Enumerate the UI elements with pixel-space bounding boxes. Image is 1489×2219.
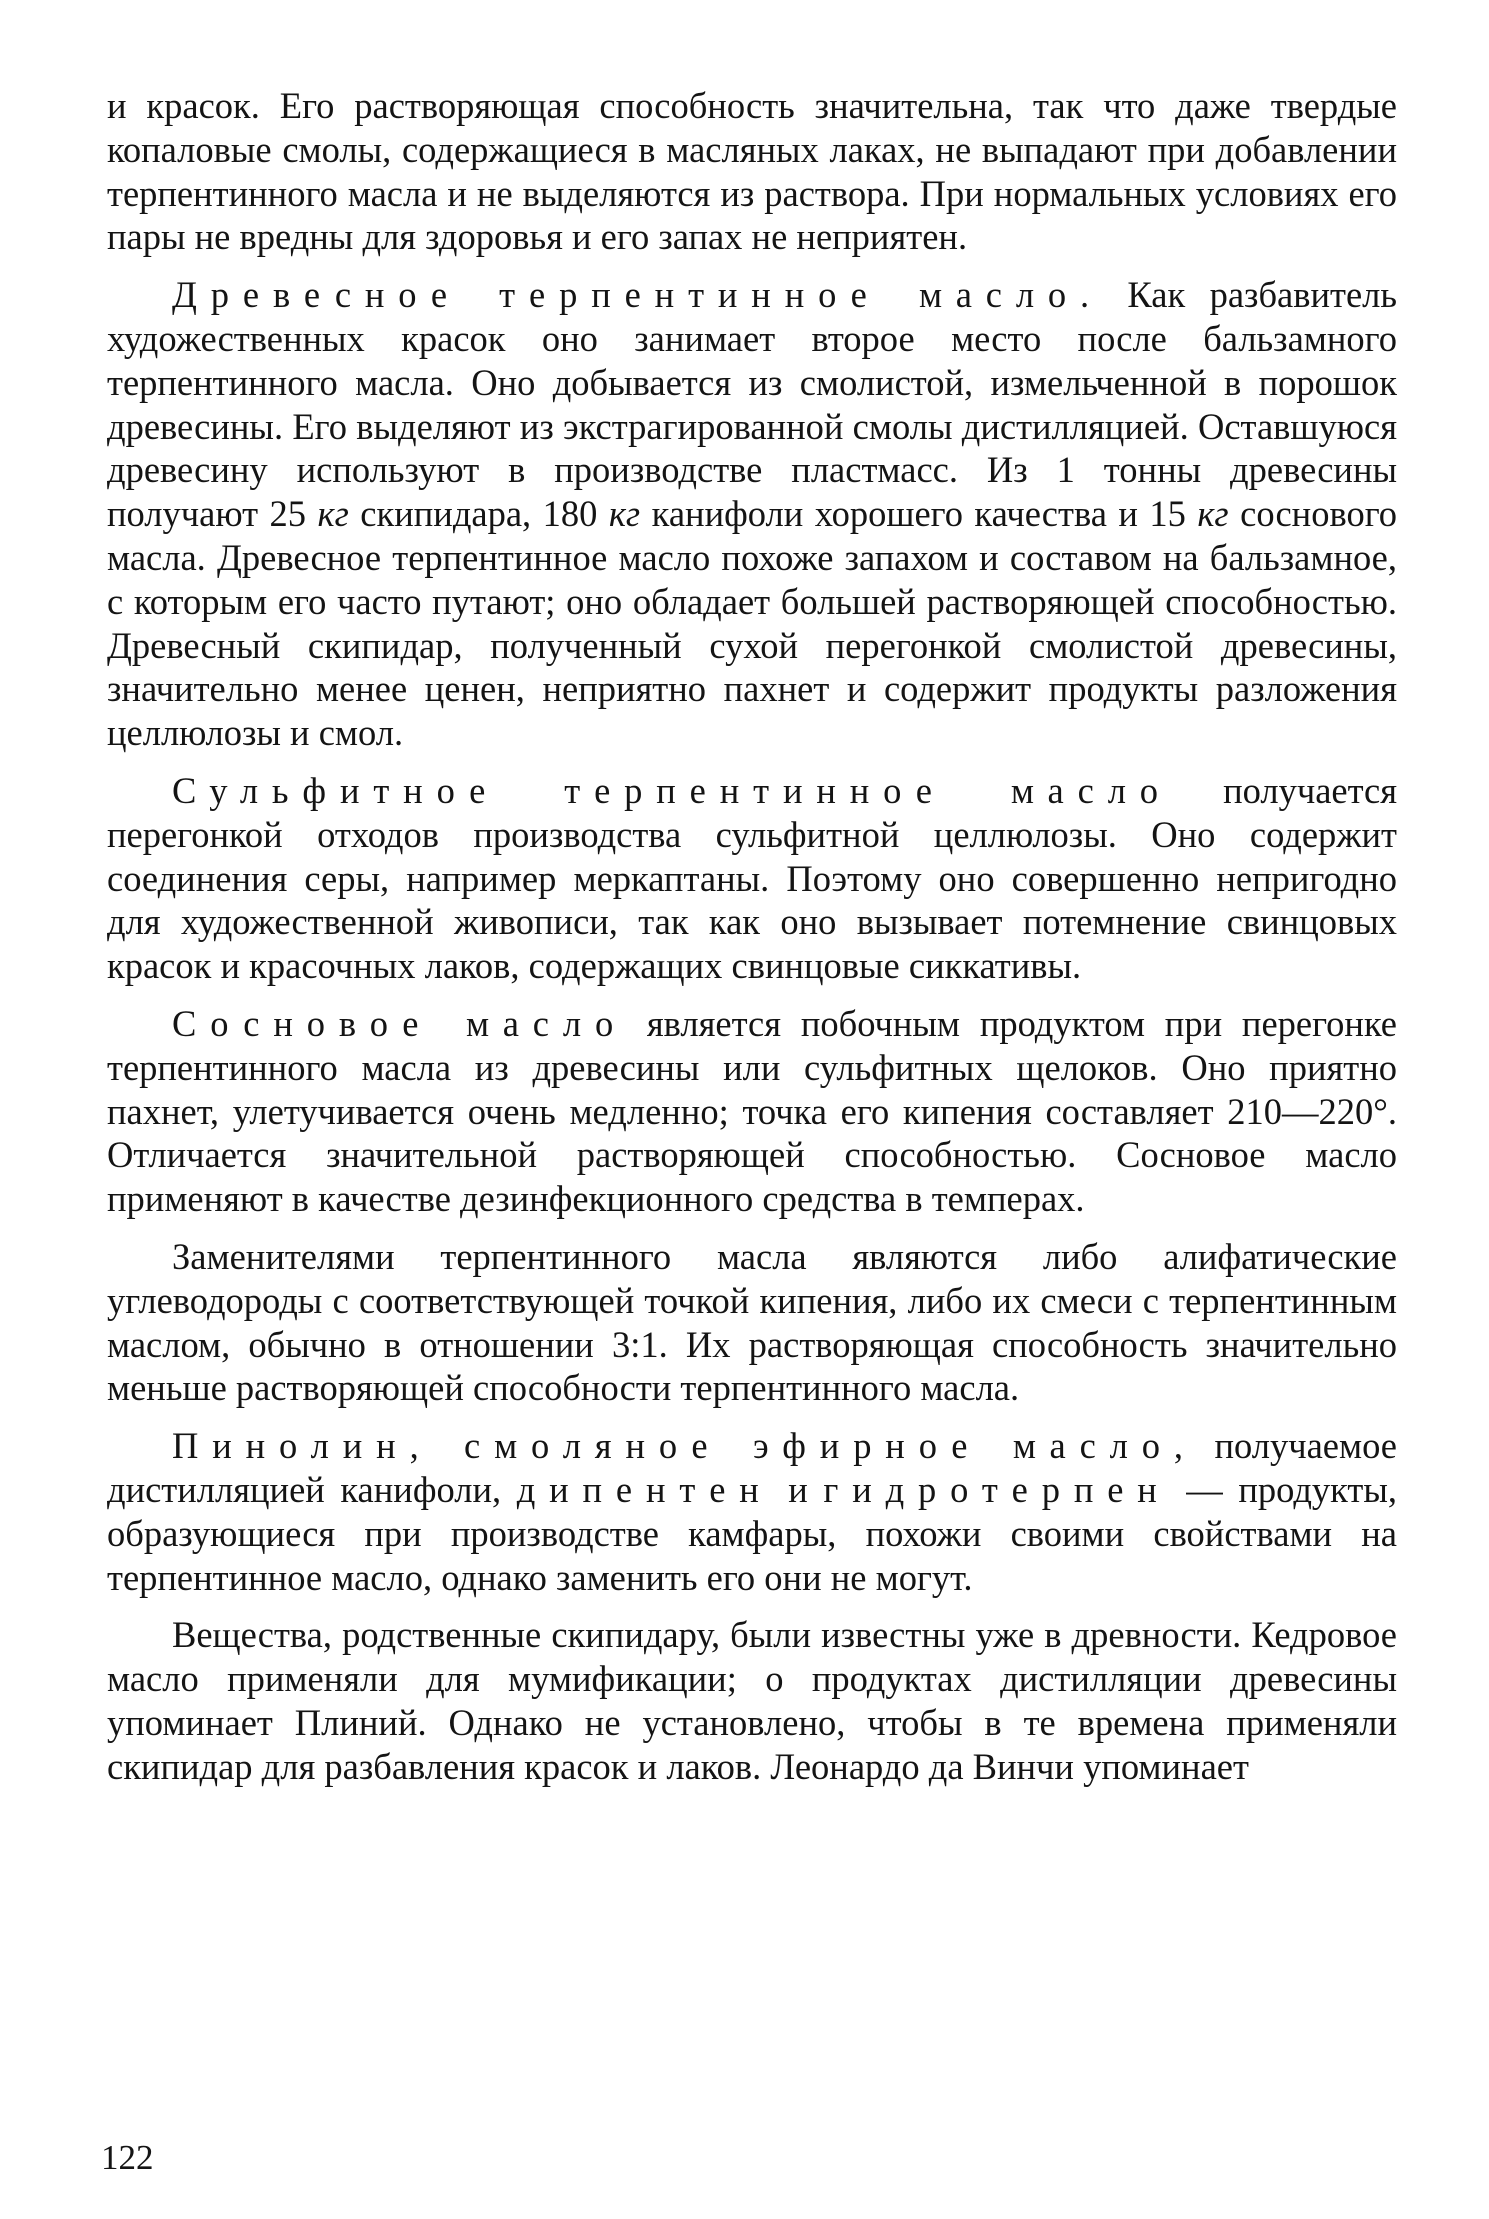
paragraph-text: и (772, 1468, 824, 1510)
spaced-term: Пинолин, смоляное эфирное масло, (172, 1425, 1197, 1467)
paragraph-pine-oil (107, 1002, 1397, 1221)
paragraph-wood-turpentine (107, 273, 1397, 755)
paragraph-text: является побочным продуктом при перегонке терпентинного масла из древесины или сульфитных щелоков. Оно приятно пахнет, улетучивается очень медленно; точка его кипения составляет 210—220°. Отличается значительной растворяющей способностью. Сосновое масло применяют в качестве дезинфекционного средства в темперах. (107, 1002, 1397, 1220)
paragraph-text: получается перегонкой отходов производства сульфитной целлюлозы. Оно содержит соединения серы, например меркаптаны. Поэтому оно совершенно непригодно для художественной живописи, так как оно вызывает потемнение свинцовых красок и красочных лаков, содержащих свинцовые сиккативы. (107, 769, 1397, 987)
unit-kg: кг (317, 493, 349, 535)
paragraph-text: соснового масла. Древесное терпентинное масло похоже запахом и составом на бальзамное, с которым его часто путают; оно обладает большей растворяющей способностью. Древесный скипидар, полученный сухой перегонкой смолистой древесины, значительно менее ценен, неприятно пахнет и содержит продукты разложения целлюлозы и смол. (107, 493, 1398, 754)
page-body (107, 84, 1397, 1802)
paragraph-text: Заменителями терпентинного масла являются либо алифатические углеводороды с соответствующей точкой кипения, либо их смеси с терпентинным маслом, обычно в отношении 3:1. Их растворяющая способность значительно меньше растворяющей способности терпентинного масла. (107, 1235, 1397, 1409)
spaced-term: Сульфитное терпентинное масло (172, 769, 1172, 811)
paragraph-text: и красок. Его растворяющая способность значительна, так что даже твердые копаловые смолы, содержащиеся в масляных лаках, не выпадают при добавлении терпентинного масла и не выделяются из раствора. При нормальных условиях его пары не вредны для здоровья и его запах не неприятен. (107, 85, 1397, 258)
paragraph-history (107, 1613, 1397, 1788)
paragraph-text: получаемое дистилляцией канифоли, (107, 1425, 1397, 1510)
unit-kg: кг (1197, 493, 1229, 535)
unit-kg: кг (608, 493, 641, 535)
paragraph-text: скипидара, 180 (348, 493, 609, 535)
page-number: 122 (101, 2138, 154, 2177)
spaced-term: дипентен (516, 1468, 773, 1510)
paragraph-pinolin (107, 1424, 1397, 1599)
paragraph-substitutes (107, 1235, 1397, 1410)
paragraph-text: — продукты, образующиеся при производстве камфары, похожи своими свойствами на терпентинное масло, однако заменить его они не могут. (107, 1468, 1398, 1598)
paragraph-text: Вещества, родственные скипидару, были известны уже в древности. Кедровое масло применяли для мумификации; о продуктах дистилляции древесины упоминает Плиний. Однако не установлено, чтобы в те времена применяли скипидар для разбавления красок и лаков. Леонардо да Винчи упоминает (107, 1614, 1397, 1787)
spaced-term: Древесное терпентинное масло. (172, 274, 1104, 316)
paragraph-text: канифоли хорошего качества и 15 (640, 493, 1198, 535)
spaced-term: Сосновое масло (172, 1002, 628, 1044)
paragraph-text: Как разбавитель художественных красок оно занимает второе место после бальзамного терпентинного масла. Оно добывается из смолистой, измельченной в порошок древесины. Его выделяют из экстрагированной смолы дистилляцией. Оставшуюся древесину используют в производстве пластмасс. Из 1 тонны древесины получают 25 (107, 274, 1398, 535)
paragraph-continuation (107, 84, 1397, 259)
paragraph-sulfite-turpentine (107, 769, 1397, 988)
spaced-term: гидротерпен (823, 1468, 1171, 1510)
